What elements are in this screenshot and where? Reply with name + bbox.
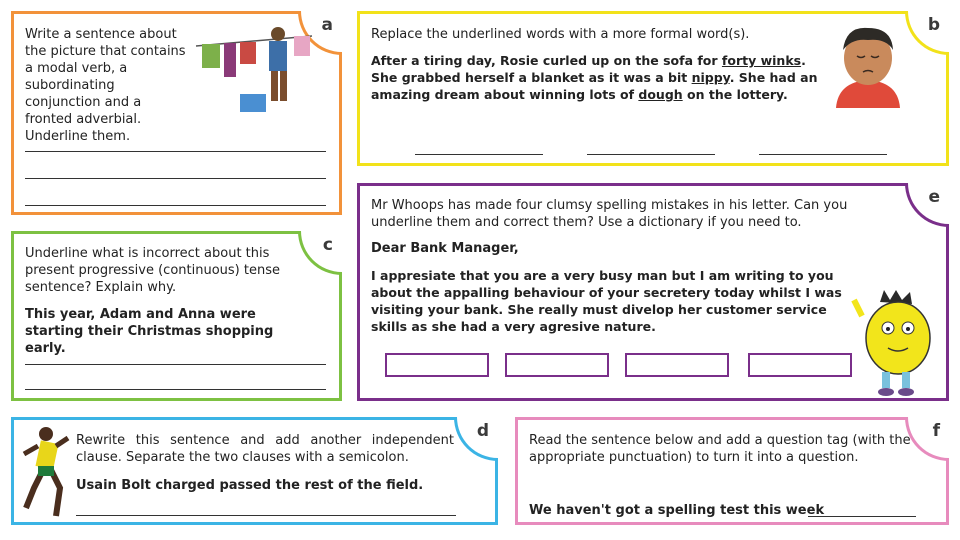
card-b-text-5: . She had an amazing dream about winning lots of [371, 70, 818, 102]
card-e-letter-badge [905, 183, 949, 227]
card-e-prompt: Mr Whoops has made four clumsy spelling mistakes in his letter. Can you underline them and correct them? Use a dictionary if you need to. [371, 198, 848, 230]
card-e-letter-text: I appresiate that you are a very busy man but I am writing to you about the appalling behaviour of your secretery today whilst I was visiting your bank. She really must divelop her customer service skills as she had a very agresive nature. [371, 268, 842, 334]
card-c-sentence: This year, Adam and Anna were starting their Christmas shopping early. [25, 307, 274, 356]
card-a-answer-line-1[interactable] [25, 151, 326, 152]
card-b-prompt: Replace the underlined words with a more formal word(s). [371, 27, 750, 42]
card-a [11, 11, 342, 215]
card-c-letter: c [322, 235, 333, 255]
underlined-dough: dough [638, 87, 683, 102]
card-b-letter: b [927, 15, 940, 35]
card-b-text-6: on the lottery. [682, 87, 788, 102]
card-b-sentence [371, 52, 819, 103]
card-b-text-1: After a tiring day, Rosie [371, 53, 543, 68]
card-d-sentence: Usain Bolt charged passed the rest of the field. [76, 478, 424, 493]
sleepy-boy-picture [826, 20, 910, 108]
card-a-letter: a [321, 15, 333, 35]
card-b-letter-badge [905, 11, 949, 55]
spelling-correction-box-1[interactable] [385, 353, 489, 377]
card-b-text-4: . She grabbed herself a blanket as it was a bit [371, 53, 806, 85]
spelling-correction-box-4[interactable] [748, 353, 852, 377]
card-a-prompt: Write a sentence about the picture that contains a modal verb, a subordinating conjunction and a fronted adverbial. Underline them. [25, 27, 186, 144]
card-b [357, 11, 949, 166]
laundry-picture [192, 24, 316, 116]
card-b-answer-line-1[interactable] [415, 154, 543, 155]
card-d [11, 417, 498, 525]
usain-bolt-picture [16, 424, 72, 522]
card-f-letter: f [932, 421, 940, 441]
card-f [515, 417, 949, 525]
card-a-answer-line-3[interactable] [25, 205, 326, 206]
underlined-nippy: nippy [691, 70, 730, 85]
card-c-answer-line-1[interactable] [25, 364, 326, 365]
spelling-correction-box-2[interactable] [505, 353, 609, 377]
card-b-text-3: on the sofa for [609, 53, 722, 68]
card-b-answer-line-2[interactable] [587, 154, 715, 155]
mr-whoops-picture [850, 290, 942, 398]
card-f-sentence: We haven't got a spelling test this week [529, 503, 825, 518]
card-c-prompt: Underline what is incorrect about this present progressive (continuous) tense sentence? Explain why. [25, 246, 280, 295]
card-c-letter-badge [298, 231, 342, 275]
card-b-answer-line-3[interactable] [759, 154, 887, 155]
card-e [357, 183, 949, 401]
card-c [11, 231, 342, 401]
spelling-correction-box-3[interactable] [625, 353, 729, 377]
card-d-letter-badge [454, 417, 498, 461]
card-e-greeting: Dear Bank Manager, [371, 241, 519, 256]
card-a-answer-line-2[interactable] [25, 178, 326, 179]
underlined-forty-winks: forty winks [721, 53, 802, 68]
card-d-answer-line[interactable] [76, 515, 456, 516]
card-b-text-2: curled up [542, 53, 610, 68]
card-d-prompt: Rewrite this sentence and add another independent clause. Separate the two clauses with a semicolon. [76, 433, 454, 465]
card-f-answer-line[interactable] [808, 516, 916, 517]
card-d-letter: d [476, 421, 489, 441]
card-e-letter: e [928, 187, 940, 207]
card-c-answer-line-2[interactable] [25, 389, 326, 390]
card-f-prompt: Read the sentence below and add a question tag (with the appropriate punctuation) to turn it into a question. [529, 433, 911, 465]
